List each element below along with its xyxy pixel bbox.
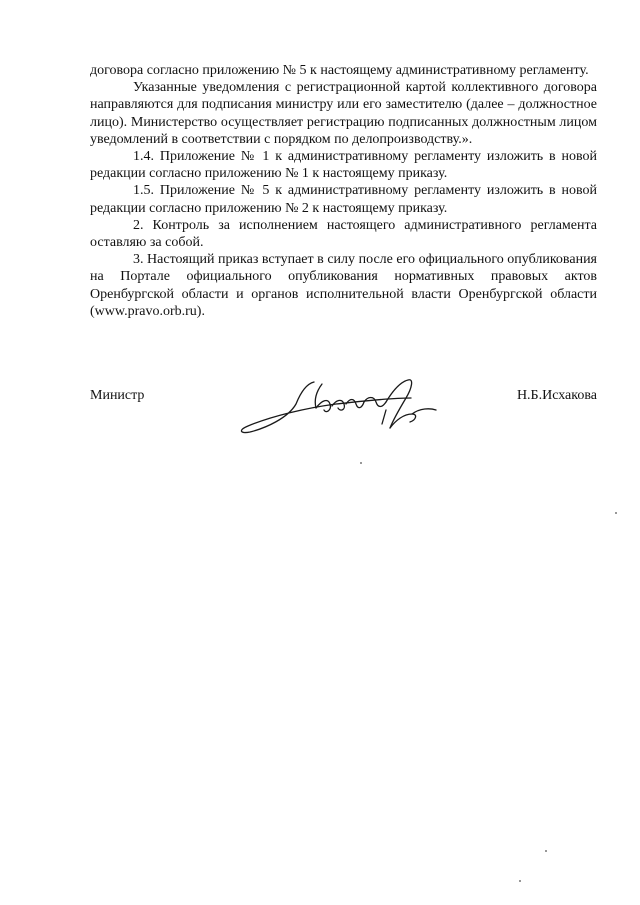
- paragraph-item-2: 2. Контроль за исполнением настоящего административного регламента оставляю за собой.: [90, 217, 597, 251]
- scan-speck: [545, 850, 547, 852]
- scan-speck: [615, 512, 617, 514]
- document-body: [90, 62, 597, 320]
- paragraph-notifications: Указанные уведомления с регистрационной картой коллективного договора направляются для подписания министру или его заместителю (далее – должностное лицо). Министерство осуществляет регистрацию подписанных должностным лицом уведомлений в соответствии с порядком по делопроизводству.».: [90, 80, 597, 147]
- scan-speck: [360, 462, 362, 464]
- paragraph-item-1-5: 1.5. Приложение № 5 к административному регламенту изложить в новой редакции согласно приложению № 2 к настоящему приказу.: [90, 183, 597, 216]
- signatory-name: Н.Б.Исхакова: [516, 388, 597, 403]
- paragraph-item-1-4: 1.4. Приложение № 1 к административному регламенту изложить в новой редакции согласно приложению № 1 к настоящему приказу.: [90, 149, 597, 182]
- scan-speck: [519, 880, 521, 882]
- signatory-title: Министр: [90, 388, 145, 403]
- paragraph-item-3: 3. Настоящий приказ вступает в силу после его официального опубликования на Портале официального опубликования нормативных правовых актов Оренбургской области и органов исполнительной власти Оренбургской области (www.pravo.orb.ru).: [90, 252, 597, 319]
- handwritten-signature: [236, 368, 446, 448]
- paragraph-continuation: договора согласно приложению № 5 к настоящему административному регламенту.: [90, 63, 589, 78]
